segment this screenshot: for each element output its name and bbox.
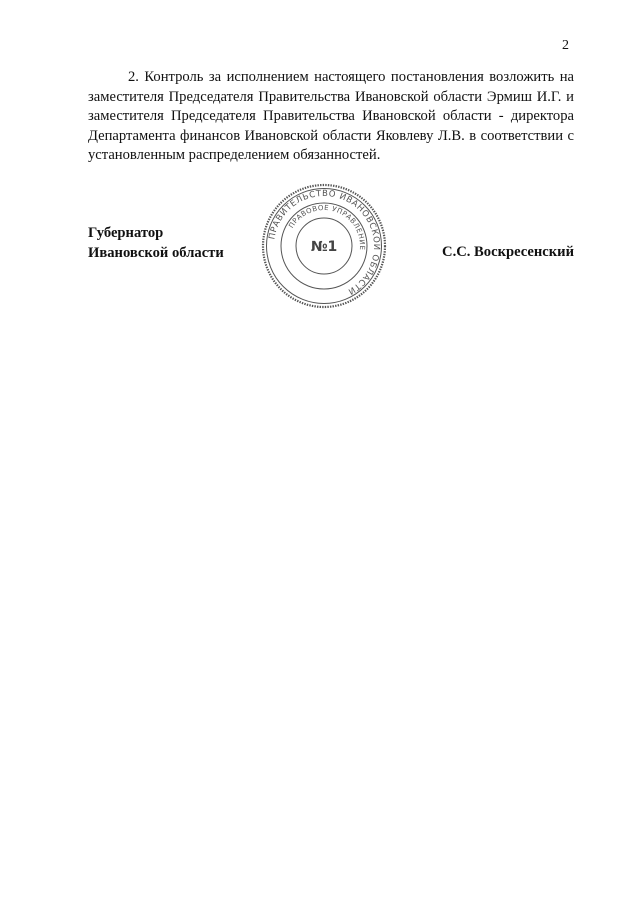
page-number: 2 xyxy=(562,38,569,53)
signature-name: С.С. Воскресенский xyxy=(442,244,574,260)
signature-title-line2: Ивановской области xyxy=(88,244,224,261)
stamp-outer-text-path: ПРАВИТЕЛЬСТВО ИВАНОВСКОЙ ОБЛАСТИ xyxy=(267,188,382,297)
stamp-inner-text-path: ПРАВОВОЕ УПРАВЛЕНИЕ xyxy=(287,203,367,251)
signature-title-line1: Губернатор xyxy=(88,225,164,241)
official-seal-stamp xyxy=(261,183,387,309)
signature-title xyxy=(88,224,224,263)
body-paragraph: 2. Контроль за исполнением настоящего постановления возложить на заместителя Председателя Правительства Ивановской области Эрмиш И.Г. и заместителя Председателя Правительства Ивановской области - директора Департамента финансов Ивановской области Яковлеву Л.В. в соответствии с установленным распределением обязанностей. xyxy=(88,69,574,163)
stamp-center-number: №1 xyxy=(310,239,338,255)
